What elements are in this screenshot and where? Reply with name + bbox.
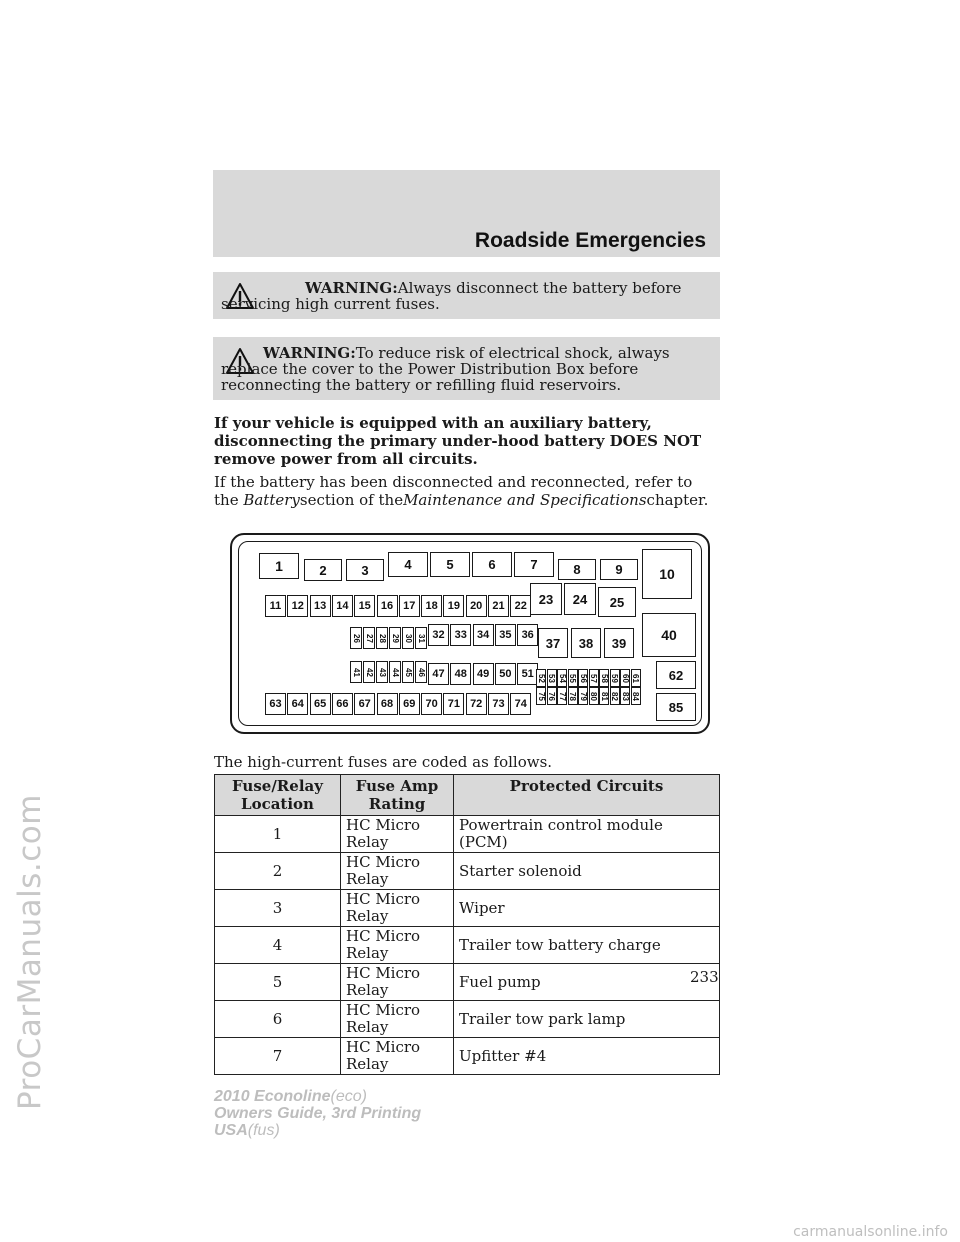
fuse-slot-29: 29 xyxy=(389,627,401,649)
fuse-slot-47: 47 xyxy=(428,663,449,685)
fuse-slot-14: 14 xyxy=(332,595,353,617)
warning-box-1 xyxy=(213,272,720,319)
fuse-slot-59: 59 xyxy=(610,669,620,687)
column-header-circuits: Protected Circuits xyxy=(454,775,720,816)
fuse-slot-30: 30 xyxy=(402,627,414,649)
table-intro: The high-current fuses are coded as follows. xyxy=(214,753,553,771)
fuse-slot-15: 15 xyxy=(354,595,375,617)
column-header-rating: Fuse Amp Rating xyxy=(341,775,454,816)
table-row: 6 HC Micro Relay Trailer tow park lamp xyxy=(215,1001,720,1038)
footer-model: 2010 Econoline xyxy=(214,1088,331,1105)
fuse-slot-32: 32 xyxy=(428,624,449,646)
fuse-table xyxy=(214,774,720,1075)
fuse-slot-70: 70 xyxy=(421,693,442,715)
fuse-slot-17: 17 xyxy=(399,595,420,617)
fuse-slot-84: 84 xyxy=(631,687,641,705)
watermark-text: ProCarManuals.com xyxy=(12,794,48,1110)
fuse-slot-65: 65 xyxy=(310,693,331,715)
fuse-slot-33: 33 xyxy=(450,624,471,646)
fuse-slot-77: 77 xyxy=(557,687,567,705)
fuse-slot-3: 3 xyxy=(346,559,384,581)
fuse-slot-22: 22 xyxy=(510,595,531,617)
fuse-slot-52: 52 xyxy=(536,669,546,687)
fuse-slot-80: 80 xyxy=(589,687,599,705)
fuse-slot-72: 72 xyxy=(466,693,487,715)
fuse-slot-63: 63 xyxy=(265,693,286,715)
battery-reference-paragraph: If the battery has been disconnected and reconnected, refer to the Batterysection of theMaintenance and Specificationschapter. xyxy=(214,473,709,509)
fuse-slot-62: 62 xyxy=(656,661,696,689)
fuse-slot-55: 55 xyxy=(568,669,578,687)
section-title: Roadside Emergencies xyxy=(474,229,706,252)
fuse-slot-42: 42 xyxy=(363,661,375,683)
fuse-slot-13: 13 xyxy=(310,595,331,617)
fuse-slot-64: 64 xyxy=(287,693,308,715)
fuse-slot-76: 76 xyxy=(547,687,557,705)
fuse-slot-25: 25 xyxy=(598,587,636,617)
warning-text-2: WARNING:To reduce risk of electrical shock, always replace the cover to the Power Distribution Box before reconnecting the battery or refilling fluid reservoirs. xyxy=(221,344,670,394)
warning-text-1: WARNING:Always disconnect the battery before servicing high current fuses. xyxy=(221,279,682,313)
fuse-slot-41: 41 xyxy=(350,661,362,683)
fuse-slot-79: 79 xyxy=(578,687,588,705)
fuse-slot-39: 39 xyxy=(604,628,634,658)
fuse-slot-28: 28 xyxy=(376,627,388,649)
fuse-slot-49: 49 xyxy=(473,663,494,685)
auxiliary-battery-note: If your vehicle is equipped with an auxiliary battery, disconnecting the primary under-hood battery DOES NOT remove power from all circuits. xyxy=(214,414,702,468)
fuse-slot-45: 45 xyxy=(402,661,414,683)
fuse-slot-34: 34 xyxy=(473,624,494,646)
fuse-slot-26: 26 xyxy=(350,627,362,649)
chapter-link-text: Maintenance and Specifications xyxy=(403,491,647,509)
fuse-slot-7: 7 xyxy=(514,552,554,577)
fuse-slot-11: 11 xyxy=(265,595,286,617)
fuse-slot-40: 40 xyxy=(642,613,696,657)
fuse-slot-53: 53 xyxy=(547,669,557,687)
battery-link-text: Battery xyxy=(243,491,300,509)
fuse-slot-75: 75 xyxy=(536,687,546,705)
fuse-slot-74: 74 xyxy=(510,693,531,715)
footer-model-code: (eco) xyxy=(330,1088,367,1105)
fuse-slot-31: 31 xyxy=(415,627,427,649)
fuse-slot-82: 82 xyxy=(610,687,620,705)
fuse-slot-27: 27 xyxy=(363,627,375,649)
fuse-slot-69: 69 xyxy=(399,693,420,715)
fuse-slot-2: 2 xyxy=(304,559,342,581)
table-row: 3 HC Micro Relay Wiper xyxy=(215,890,720,927)
fuse-slot-4: 4 xyxy=(388,552,428,577)
fuse-slot-46: 46 xyxy=(415,661,427,683)
fuse-slot-9: 9 xyxy=(600,559,638,580)
footer-market-code: (fus) xyxy=(247,1122,280,1139)
fuse-slot-85: 85 xyxy=(656,693,696,721)
fuse-slot-67: 67 xyxy=(354,693,375,715)
fuse-slot-43: 43 xyxy=(376,661,388,683)
fuse-slot-37: 37 xyxy=(538,628,568,658)
fuse-slot-68: 68 xyxy=(377,693,398,715)
page-number: 233 xyxy=(690,968,719,986)
fuse-slot-54: 54 xyxy=(557,669,567,687)
column-header-location: Fuse/Relay Location xyxy=(215,775,341,816)
fuse-slot-21: 21 xyxy=(488,595,509,617)
fuse-slot-38: 38 xyxy=(571,628,601,658)
fuse-slot-36: 36 xyxy=(517,624,538,646)
fuse-slot-60: 60 xyxy=(620,669,630,687)
fuse-slot-16: 16 xyxy=(377,595,398,617)
footer-market: USA xyxy=(214,1122,248,1139)
fuse-slot-5: 5 xyxy=(430,552,470,577)
section-header xyxy=(213,170,720,257)
fuse-slot-83: 83 xyxy=(620,687,630,705)
fuse-slot-56: 56 xyxy=(578,669,588,687)
footer xyxy=(214,1088,421,1139)
fuse-slot-1: 1 xyxy=(259,553,299,579)
fuse-slot-61: 61 xyxy=(631,669,641,687)
warning-box-2 xyxy=(213,337,720,400)
fuse-slot-23: 23 xyxy=(530,583,562,615)
watermark-bottom-text: carmanualsonline.info xyxy=(793,1224,948,1240)
table-row: 1 HC Micro Relay Powertrain control module (PCM) xyxy=(215,816,720,853)
fuse-slot-73: 73 xyxy=(488,693,509,715)
fuse-slot-81: 81 xyxy=(599,687,609,705)
table-row: 2 HC Micro Relay Starter solenoid xyxy=(215,853,720,890)
fuse-slot-50: 50 xyxy=(495,663,516,685)
fuse-slot-57: 57 xyxy=(589,669,599,687)
fuse-slot-66: 66 xyxy=(332,693,353,715)
fuse-slot-48: 48 xyxy=(450,663,471,685)
fuse-slot-44: 44 xyxy=(389,661,401,683)
fuse-slot-20: 20 xyxy=(466,595,487,617)
table-header-row xyxy=(215,775,720,816)
fuse-box-diagram xyxy=(230,533,710,734)
table-row: 4 HC Micro Relay Trailer tow battery charge xyxy=(215,927,720,964)
fuse-slot-35: 35 xyxy=(495,624,516,646)
fuse-slot-51: 51 xyxy=(517,663,538,685)
footer-guide: Owners Guide, 3rd Printing xyxy=(214,1105,422,1122)
fuse-slot-24: 24 xyxy=(564,583,596,615)
fuse-slot-12: 12 xyxy=(287,595,308,617)
fuse-slot-8: 8 xyxy=(558,559,596,580)
fuse-slot-19: 19 xyxy=(443,595,464,617)
fuse-slot-10: 10 xyxy=(642,549,692,599)
fuse-slot-58: 58 xyxy=(599,669,609,687)
fuse-slot-71: 71 xyxy=(443,693,464,715)
fuse-slot-18: 18 xyxy=(421,595,442,617)
fuse-slot-6: 6 xyxy=(472,552,512,577)
table-row: 7 HC Micro Relay Upfitter #4 xyxy=(215,1038,720,1075)
table-row: 5 HC Micro Relay Fuel pump xyxy=(215,964,720,1001)
fuse-slot-78: 78 xyxy=(568,687,578,705)
